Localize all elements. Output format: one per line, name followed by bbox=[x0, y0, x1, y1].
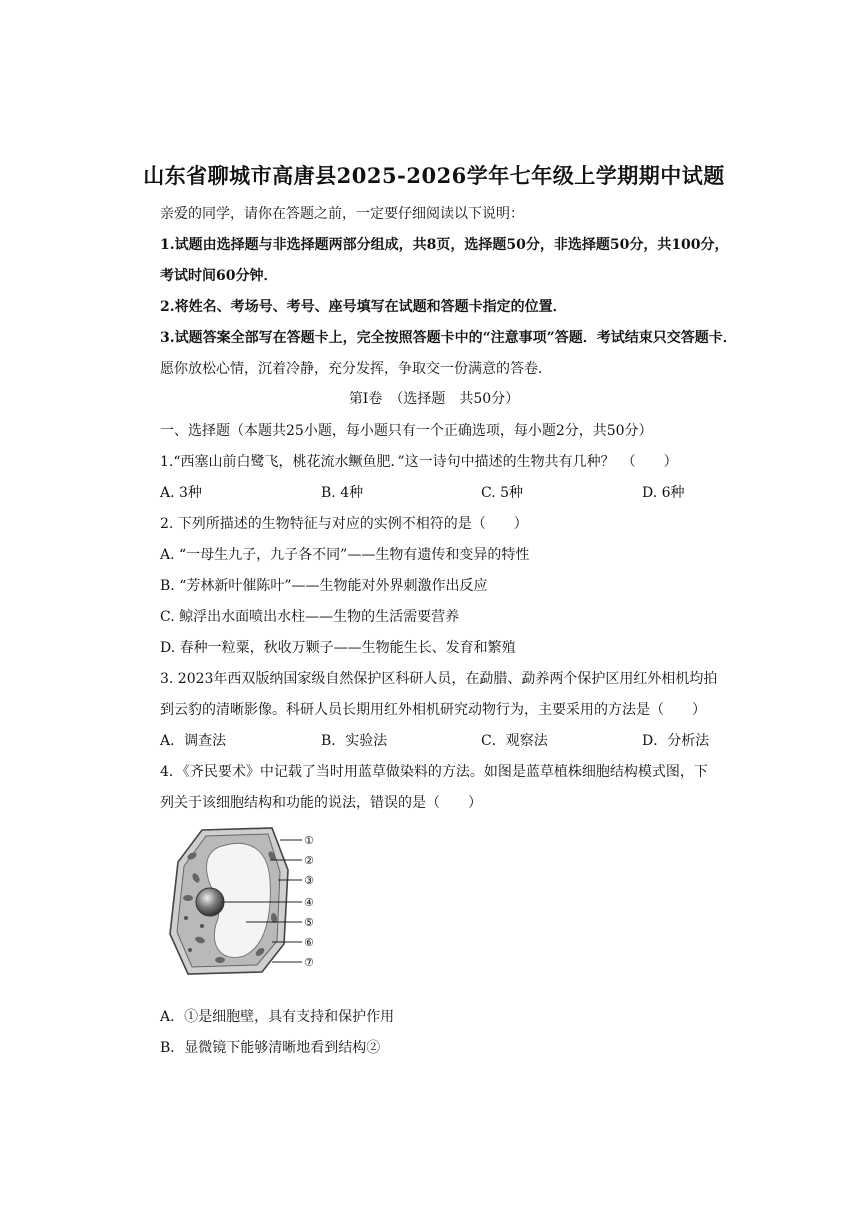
q1-stem: 1.“西塞山前白鹭飞，桃花流水鳜鱼肥．”这一诗句中描述的生物共有几种？ （ ） bbox=[160, 454, 678, 470]
note-3: 3.试题答案全部写在答题卡上，完全按照答题卡中的“注意事项”答题．考试结束只交答题卡． bbox=[160, 330, 737, 346]
q2-option-d: D. 春种一粒粟，秋收万颗子——生物能生长、发育和繁殖 bbox=[160, 640, 516, 656]
q3-stem-line-2: 到云豹的清晰影像。科研人员长期用红外相机研究动物行为，主要采用的方法是（ ） bbox=[160, 702, 706, 718]
diagram-label-3: ③ bbox=[304, 874, 314, 887]
diagram-label-4: ④ bbox=[304, 896, 314, 909]
diagram-label-6: ⑥ bbox=[304, 936, 314, 949]
q2-option-a: A. “一母生九子，九子各不同”——生物有遗传和变异的特性 bbox=[160, 547, 530, 563]
q3-option-a: A．调查法 bbox=[160, 733, 227, 749]
q4-stem-line-1: 4．《齐民要术》中记载了当时用蓝草做染料的方法。如图是蓝草植株细胞结构模式图，下 bbox=[160, 764, 708, 780]
diagram-label-7: ⑦ bbox=[304, 956, 314, 969]
note-1: 1.试题由选择题与非选择题两部分组成，共8页，选择题50分，非选择题50分，共100分， bbox=[160, 237, 729, 253]
page-title: 山东省聊城市高唐县2025-2026学年七年级上学期期中试题 bbox=[143, 163, 725, 188]
q3-option-b: B．实验法 bbox=[321, 733, 388, 749]
organelle-dot bbox=[200, 924, 204, 928]
chloroplast bbox=[215, 957, 225, 963]
diagram-label-2: ② bbox=[304, 854, 314, 867]
volume-heading: 第Ⅰ卷 （选择题 共50分） bbox=[348, 391, 520, 407]
q3-option-d: D．分析法 bbox=[642, 733, 710, 749]
q4-stem-line-2: 列关于该细胞结构和功能的说法，错误的是（ ） bbox=[160, 795, 482, 811]
diagram-label-5: ⑤ bbox=[304, 916, 314, 929]
q1-option-c: C. 5种 bbox=[481, 485, 524, 501]
nucleus bbox=[196, 888, 224, 916]
q4-option-b: B．显微镜下能够清晰地看到结构② bbox=[160, 1040, 381, 1056]
diagram-label-1: ① bbox=[304, 834, 314, 847]
section-heading: 一、选择题（本题共25小题，每小题只有一个正确选项，每小题2分，共50分） bbox=[160, 423, 653, 439]
plant-cell-diagram bbox=[160, 822, 335, 982]
intro-text: 亲爱的同学，请你在答题之前，一定要仔细阅读以下说明： bbox=[160, 206, 524, 222]
note-1-cont: 考试时间60分钟． bbox=[160, 268, 278, 284]
closing-wish: 愿你放松心情，沉着冷静，充分发挥，争取交一份满意的答卷． bbox=[160, 361, 552, 377]
chloroplast bbox=[183, 895, 193, 901]
q1-option-a: A. 3种 bbox=[160, 485, 202, 501]
q2-option-b: B. “芳林新叶催陈叶”——生物能对外界刺激作出反应 bbox=[160, 578, 488, 594]
q2-stem: 2. 下列所描述的生物特征与对应的实例不相符的是（ ） bbox=[160, 516, 528, 532]
q2-option-c: C. 鲸浮出水面喷出水柱——生物的生活需要营养 bbox=[160, 609, 460, 625]
q4-option-a: A．①是细胞壁，具有支持和保护作用 bbox=[160, 1009, 395, 1025]
organelle-dot bbox=[184, 916, 188, 920]
q1-option-d: D. 6种 bbox=[642, 485, 685, 501]
q3-stem-line-1: 3. 2023年西双版纳国家级自然保护区科研人员，在勐腊、勐养两个保护区用红外相机均拍 bbox=[160, 671, 718, 687]
q1-option-b: B. 4种 bbox=[321, 485, 364, 501]
q3-option-c: C．观察法 bbox=[481, 733, 548, 749]
organelle-dot bbox=[188, 948, 192, 952]
note-2: 2.将姓名、考场号、考号、座号填写在试题和答题卡指定的位置． bbox=[160, 299, 567, 315]
